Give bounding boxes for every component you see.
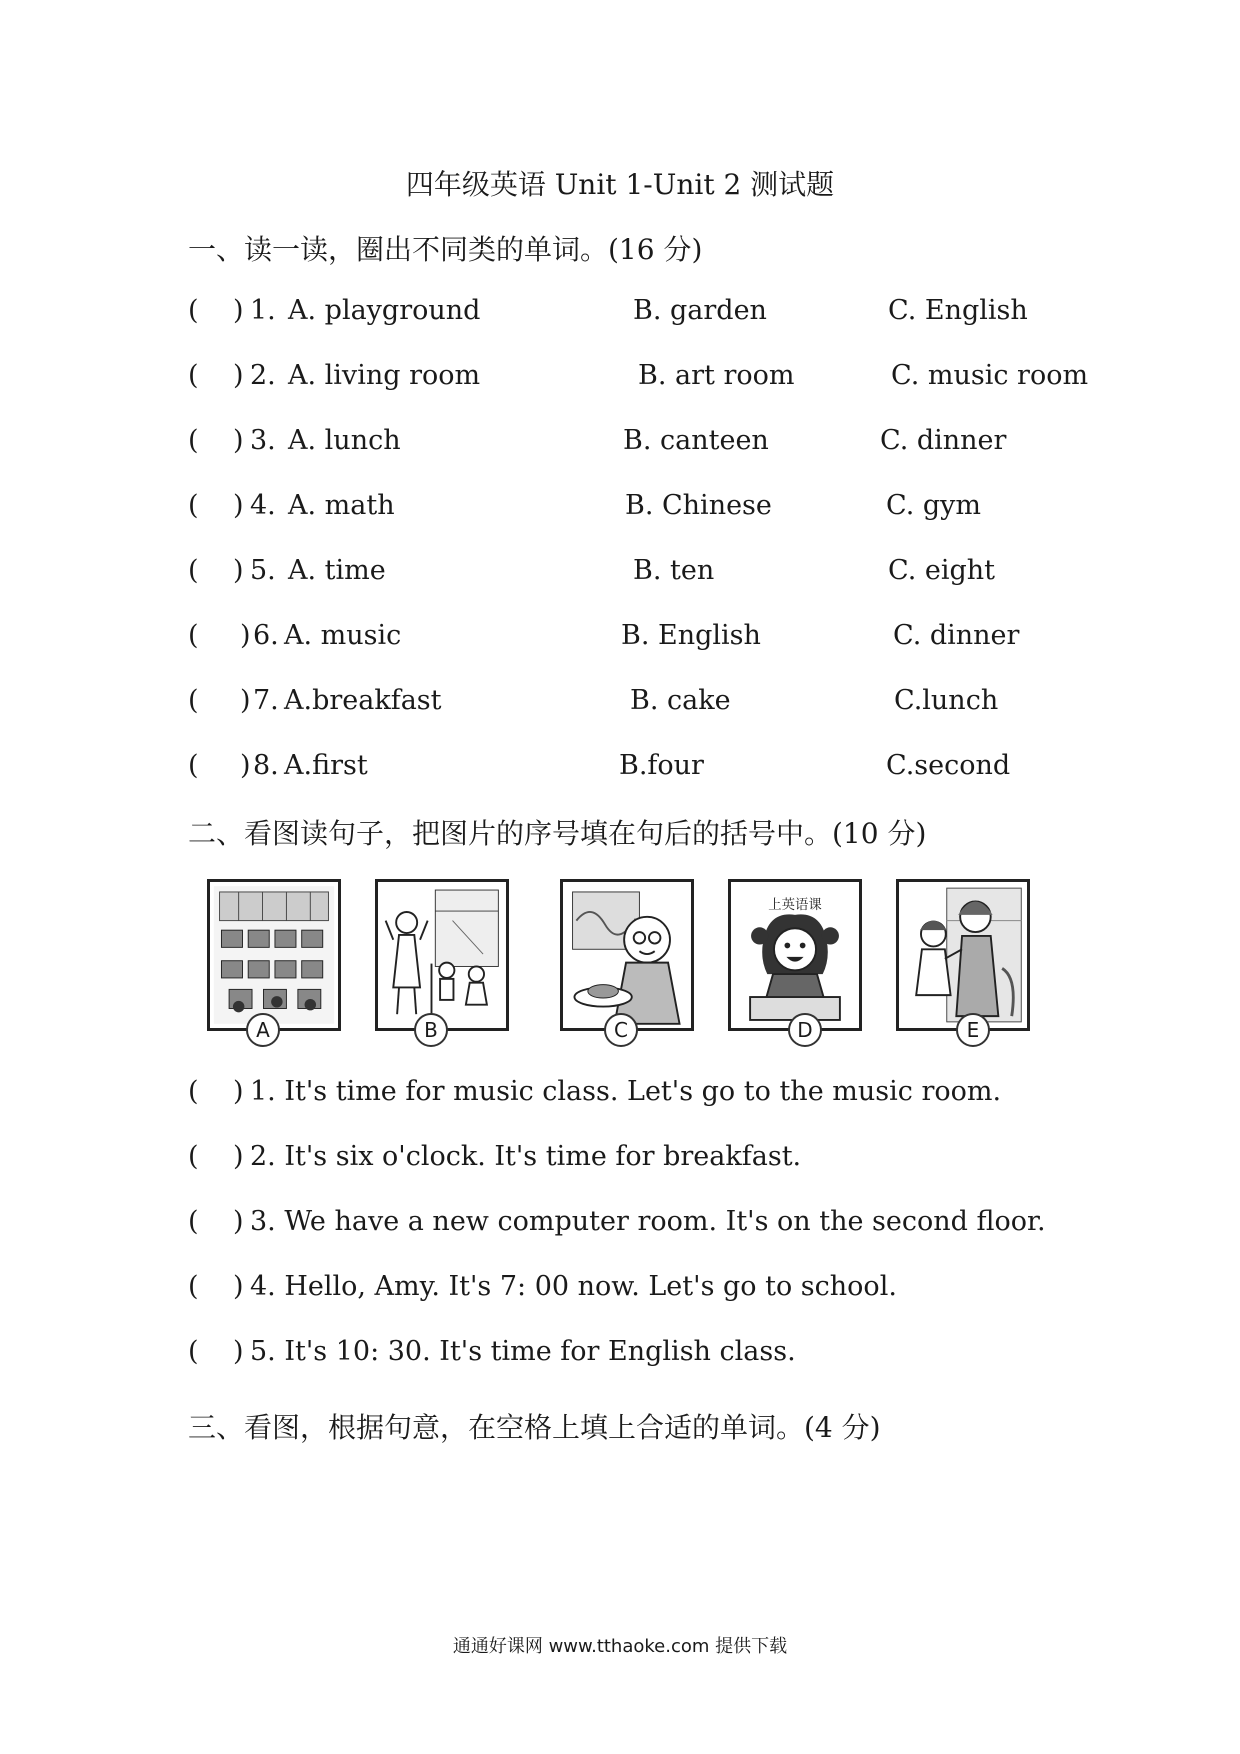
option-c: C. music room (891, 360, 1089, 391)
option-a: A. lunch (288, 425, 401, 456)
option-b: B. canteen (623, 425, 769, 456)
section1-item (188, 620, 1088, 656)
item-number: 3. (250, 425, 276, 456)
item-number: 6. (253, 620, 279, 651)
answer-paren-close: ) (233, 1271, 244, 1302)
answer-paren-close: ) (240, 685, 251, 716)
picture-a (207, 879, 341, 1031)
section2-sentence (188, 1206, 1088, 1242)
answer-paren-open: ( (188, 1336, 199, 1367)
picture-b (375, 879, 509, 1031)
item-number: 4. (250, 490, 276, 521)
section1-item (188, 425, 1088, 461)
option-a: A. math (288, 490, 395, 521)
answer-paren-open: ( (188, 490, 199, 521)
item-number: 7. (253, 685, 279, 716)
answer-paren-close: ) (233, 360, 244, 391)
sentence-text: 3. We have a new computer room. It's on the second floor. (250, 1206, 1046, 1237)
breakfast-icon (563, 882, 691, 1028)
option-b: B. Chinese (625, 490, 772, 521)
option-c: C.second (886, 750, 1011, 781)
option-a: A. playground (288, 295, 481, 326)
section2-heading: 二、看图读句子，把图片的序号填在句后的括号中。(10 分) (188, 817, 927, 850)
option-b: B.four (619, 750, 704, 781)
sentence-text: 5. It's 10: 30. It's time for English class. (250, 1336, 796, 1367)
answer-paren-close: ) (233, 1141, 244, 1172)
section2-sentence (188, 1141, 1088, 1177)
picture-e (896, 879, 1030, 1031)
option-c: C. English (888, 295, 1028, 326)
answer-paren-open: ( (188, 750, 199, 781)
english-class-icon (731, 882, 859, 1028)
page-title: 四年级英语 Unit 1-Unit 2 测试题 (405, 168, 835, 201)
item-number: 5. (250, 555, 276, 586)
answer-paren-close: ) (233, 1206, 244, 1237)
answer-paren-close: ) (240, 750, 251, 781)
answer-paren-open: ( (188, 360, 199, 391)
answer-paren-open: ( (188, 685, 199, 716)
option-b: B. ten (633, 555, 715, 586)
option-a: A.breakfast (284, 685, 442, 716)
section2-sentence (188, 1271, 1088, 1307)
option-b: B. art room (638, 360, 795, 391)
picture-c-label: C (604, 1013, 638, 1047)
option-a: A. time (288, 555, 386, 586)
picture-b-label: B (414, 1013, 448, 1047)
answer-paren-open: ( (188, 425, 199, 456)
option-a: A.first (284, 750, 368, 781)
picture-e-label: E (956, 1013, 990, 1047)
answer-paren-open: ( (188, 620, 199, 651)
answer-paren-open: ( (188, 1141, 199, 1172)
item-number: 2. (250, 360, 276, 391)
picture-d (728, 879, 862, 1031)
sentence-text: 2. It's six o'clock. It's time for breakfast. (250, 1141, 802, 1172)
section1-item (188, 555, 1088, 591)
option-c: C. dinner (880, 425, 1007, 456)
answer-paren-open: ( (188, 295, 199, 326)
sentence-text: 4. Hello, Amy. It's 7: 00 now. Let's go to school. (250, 1271, 897, 1302)
svg-text:上英语课: 上英语课 (768, 898, 822, 914)
answer-paren-close: ) (233, 1076, 244, 1107)
answer-paren-close: ) (233, 295, 244, 326)
computer-room-icon (210, 882, 338, 1028)
picture-a-label: A (246, 1013, 280, 1047)
music-class-icon (378, 882, 506, 1028)
option-c: C. eight (888, 555, 995, 586)
answer-paren-open: ( (188, 555, 199, 586)
section1-item (188, 295, 1088, 331)
sentence-text: 1. It's time for music class. Let's go to the music room. (250, 1076, 1002, 1107)
answer-paren-open: ( (188, 1076, 199, 1107)
section2-sentence (188, 1076, 1088, 1112)
item-number: 1. (250, 295, 276, 326)
option-b: B. English (621, 620, 761, 651)
picture-c (560, 879, 694, 1031)
option-c: C.lunch (894, 685, 999, 716)
answer-paren-open: ( (188, 1206, 199, 1237)
answer-paren-close: ) (233, 555, 244, 586)
option-b: B. garden (633, 295, 767, 326)
option-b: B. cake (630, 685, 731, 716)
page-footer: 通通好课网 www.tthaoke.com 提供下载 (452, 1636, 788, 1657)
answer-paren-close: ) (233, 425, 244, 456)
section1-heading: 一、读一读，圈出不同类的单词。(16 分) (188, 233, 703, 266)
answer-paren-close: ) (233, 1336, 244, 1367)
option-c: C. gym (886, 490, 982, 521)
option-a: A. living room (288, 360, 481, 391)
answer-paren-close: ) (233, 490, 244, 521)
section1-item (188, 750, 1088, 786)
answer-paren-close: ) (240, 620, 251, 651)
section1-item (188, 490, 1088, 526)
picture-d-label: D (788, 1013, 822, 1047)
option-a: A. music (284, 620, 402, 651)
going-to-school-icon (899, 882, 1027, 1028)
answer-paren-open: ( (188, 1271, 199, 1302)
section1-item (188, 360, 1088, 396)
section2-sentence (188, 1336, 1088, 1372)
item-number: 8. (253, 750, 279, 781)
section3-heading: 三、看图，根据句意，在空格上填上合适的单词。(4 分) (188, 1411, 881, 1444)
option-c: C. dinner (893, 620, 1020, 651)
section1-item (188, 685, 1088, 721)
